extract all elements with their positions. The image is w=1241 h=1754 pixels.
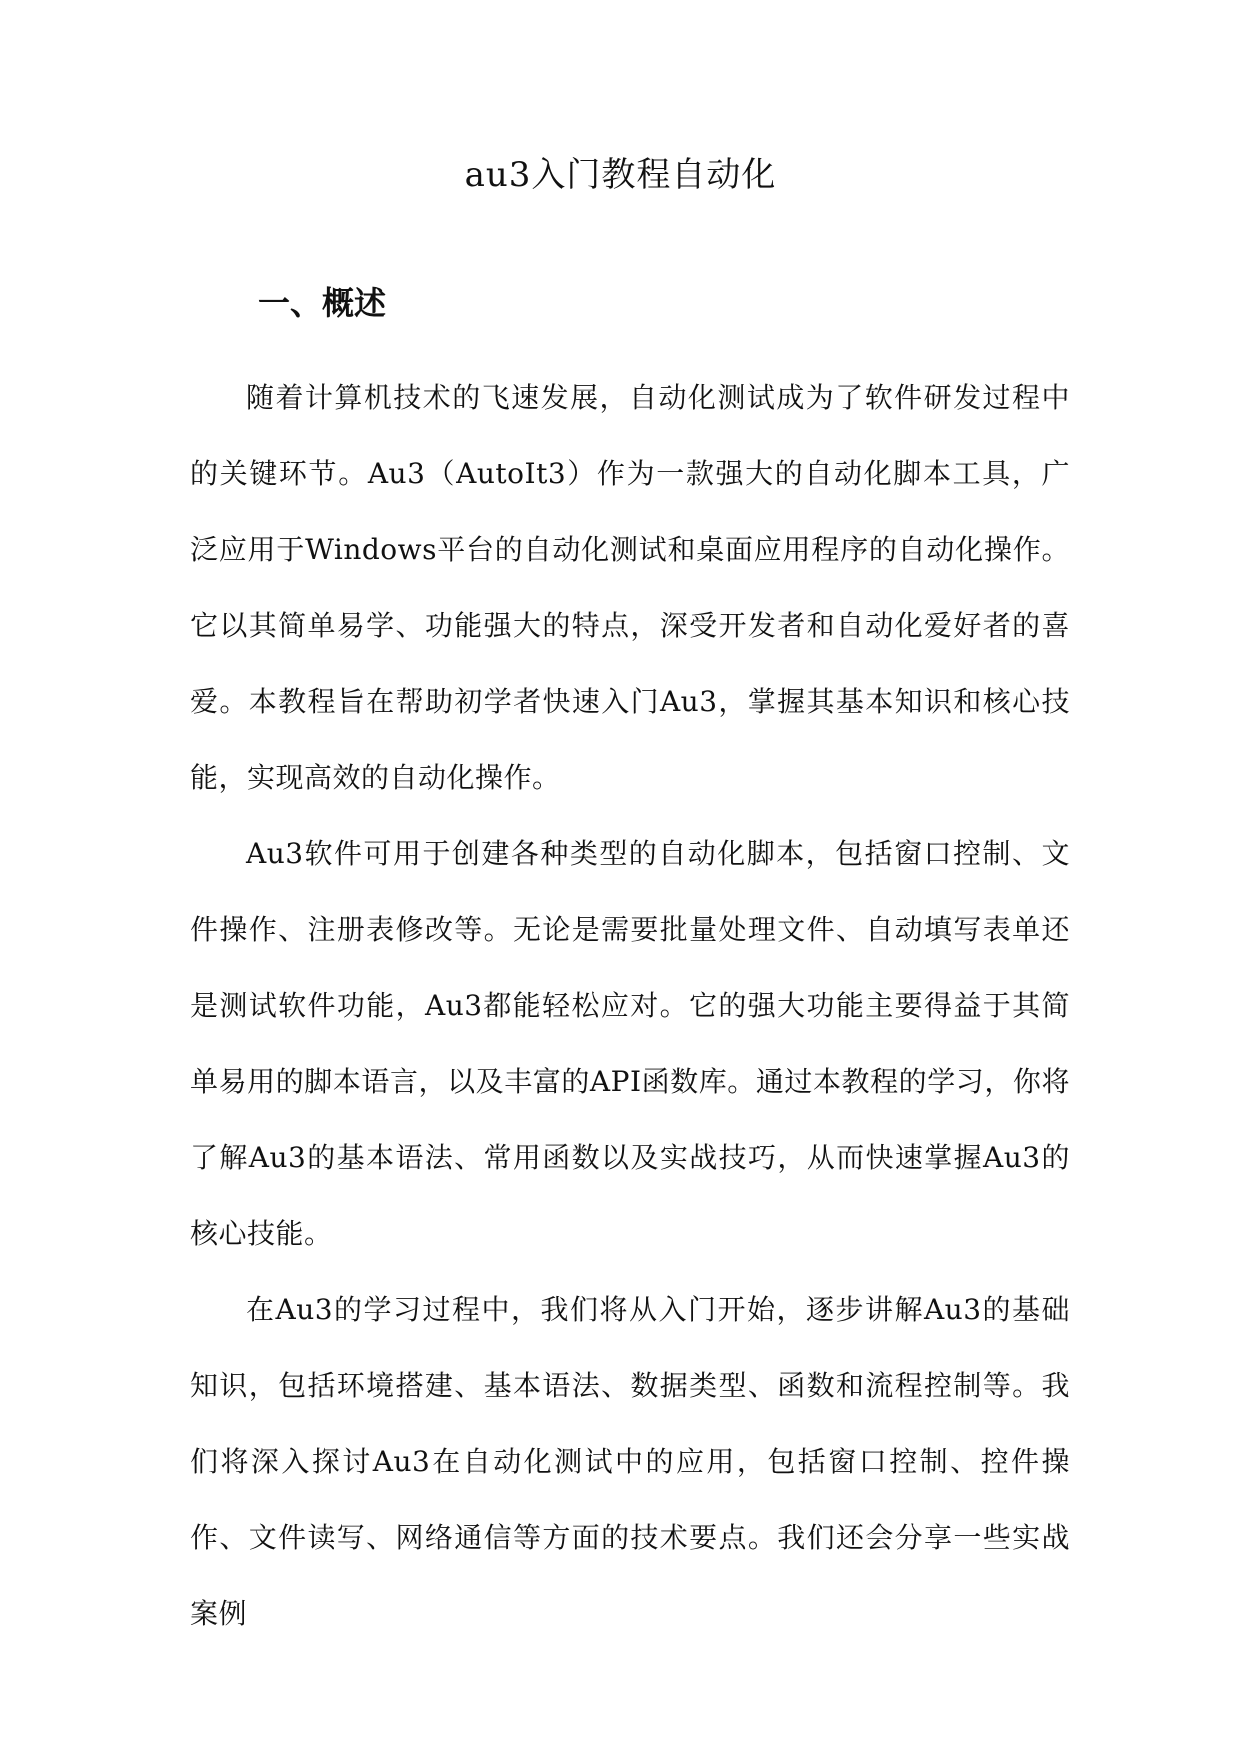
paragraph-features: Au3软件可用于创建各种类型的自动化脚本，包括窗口控制、文件操作、注册表修改等。无论是需要批量处理文件、自动填写表单还是测试软件功能，Au3都能轻松应对。它的强大功能主要得益于其简单易用的脚本语言，以及丰富的API函数库。通过本教程的学习，你将了解Au3的基本语法、常用函数以及实战技巧，从而快速掌握Au3的核心技能。 (190, 837, 1070, 1250)
paragraph-intro: 随着计算机技术的飞速发展，自动化测试成为了软件研发过程中的关键环节。Au3（AutoIt3）作为一款强大的自动化脚本工具，广泛应用于Windows平台的自动化测试和桌面应用程序的自动化操作。它以其简单易学、功能强大的特点，深受开发者和自动化爱好者的喜爱。本教程旨在帮助初学者快速入门Au3，掌握其基本知识和核心技能，实现高效的自动化操作。 (190, 381, 1070, 794)
document-title: au3入门教程自动化 (464, 155, 777, 195)
body-text (190, 360, 1070, 1652)
paragraph-learning-path: 在Au3的学习过程中，我们将从入门开始，逐步讲解Au3的基础知识，包括环境搭建、基本语法、数据类型、函数和流程控制等。我们将深入探讨Au3在自动化测试中的应用，包括窗口控制、控件操作、文件读写、网络通信等方面的技术要点。我们还会分享一些实战案例 (190, 1293, 1070, 1630)
section-heading-overview: 一、概述 (258, 284, 387, 322)
